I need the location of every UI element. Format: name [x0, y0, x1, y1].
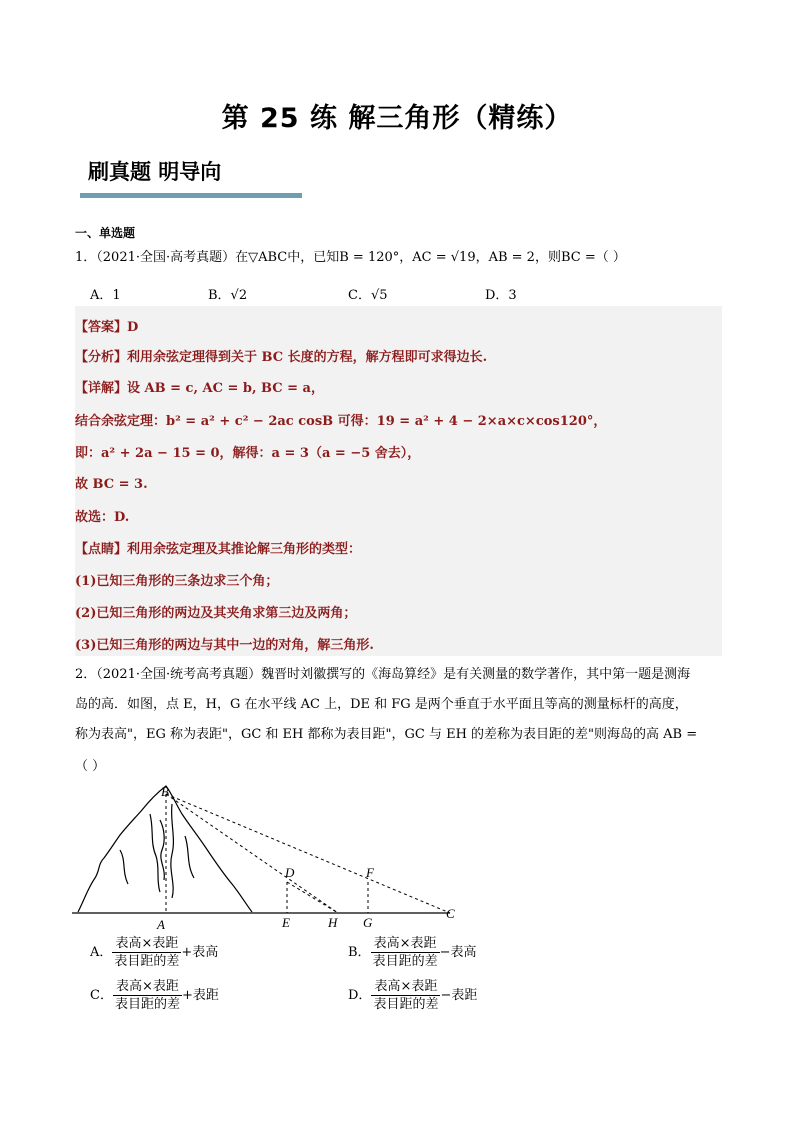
mountain-ridge-5 [185, 836, 194, 878]
fraction-numerator: 表高×表距 [371, 935, 440, 953]
q1-option-b: B．√2 [208, 288, 248, 303]
question-2-line-4: （ ） [75, 759, 106, 774]
solution-tip: 【点睛】利用余弦定理及其推论解三角形的类型： [75, 542, 362, 557]
solution-step-3: 故 BC = 3. [75, 477, 148, 492]
q1-option-d: D．3 [485, 288, 517, 303]
question-2-line-1: 2．（2021·全国·统考高考真题）魏晋时刘徽撰写的《海岛算经》是有关测量的数学著作，其中第一题是测海 [75, 667, 691, 682]
q2-option-a-suffix: +表高 [181, 945, 219, 960]
q2-option-a-fraction [112, 935, 181, 970]
question-2-line-3: 称为表高"，EG 称为表距"，GC 和 EH 都称为表目距"，GC 与 EH 的差称为表目距的差"则海岛的高 AB = [75, 727, 698, 742]
label-e: E [282, 915, 290, 930]
label-b: B [161, 784, 169, 799]
question-2-line-2: 岛的高．如图，点 E，H，G 在水平线 AC 上，DE 和 FG 是两个垂直于水平面且等高的测量标杆的高度， [75, 697, 688, 712]
q2-option-a-letter: A． [90, 945, 113, 960]
fraction-numerator: 表高×表距 [113, 978, 182, 996]
q2-option-b [348, 935, 476, 970]
q2-option-d-fraction [371, 978, 440, 1013]
solution-step-2: 即：a² + 2a − 15 = 0，解得：a = 3（a = −5 舍去）， [75, 446, 421, 461]
solution-tip-3: (3)已知三角形的两边与其中一边的对角，解三角形. [75, 638, 374, 653]
q1-option-a: A．1 [90, 288, 121, 303]
solution-answer: 【答案】D [75, 320, 139, 335]
label-c: C [446, 906, 455, 921]
label-a: A [157, 917, 165, 930]
fraction-numerator: 表高×表距 [371, 978, 440, 996]
mountain-ridge-1 [150, 814, 160, 892]
label-h: H [328, 915, 338, 930]
solution-tip-2: (2)已知三角形的两边及其夹角求第三边及两角； [75, 606, 357, 621]
q2-option-c-letter: C． [90, 988, 113, 1003]
sight-d-h [287, 882, 338, 913]
mountain-outline [78, 786, 252, 912]
page-title: 第 25 练 解三角形（精练） [221, 103, 573, 134]
solution-analysis: 【分析】利用余弦定理得到关于 BC 长度的方程，解方程即可求得边长. [75, 350, 488, 365]
q2-option-a [90, 935, 218, 970]
solution-choose: 故选：D. [75, 510, 130, 525]
mountain-ridge-2 [171, 804, 174, 898]
fraction-denominator: 表目距的差 [373, 997, 439, 1012]
q2-option-c-suffix: +表距 [181, 988, 219, 1003]
q2-option-b-letter: B． [348, 945, 371, 960]
sight-b-h [166, 794, 338, 913]
fraction-denominator: 表目距的差 [114, 997, 180, 1012]
label-d: D [285, 865, 295, 880]
q2-option-b-suffix: −表高 [439, 945, 477, 960]
q2-option-c-fraction [113, 978, 182, 1013]
section-heading: 刷真题 明导向 [88, 160, 222, 184]
q2-option-b-fraction [371, 935, 440, 970]
q2-option-d-suffix: −表距 [440, 988, 478, 1003]
q1-option-c: C．√5 [348, 288, 388, 303]
mountain-ridge-3 [160, 820, 164, 880]
q2-option-d [348, 978, 477, 1013]
fraction-denominator: 表目距的差 [114, 954, 180, 969]
q2-option-d-letter: D． [348, 988, 372, 1003]
island-figure [0, 780, 794, 930]
part-heading: 一、单选题 [75, 226, 136, 240]
q2-option-c [90, 978, 219, 1013]
mountain-ridge-4 [120, 850, 128, 884]
solution-tip-1: (1)已知三角形的三条边求三个角； [75, 574, 279, 589]
label-f: F [366, 865, 374, 880]
section-underline [80, 193, 302, 198]
solution-step-1: 结合余弦定理：b² = a² + c² − 2ac cosB 可得：19 = a² + 4 − 2×a×c×cos120°， [75, 414, 607, 429]
fraction-denominator: 表目距的差 [372, 954, 438, 969]
fraction-numerator: 表高×表距 [112, 935, 181, 953]
solution-detail: 【详解】设 AB = c, AC = b, BC = a， [75, 381, 324, 396]
question-1-text: 1．（2021·全国·高考真题）在▽ABC中，已知B = 120°，AC = √19，AB = 2，则BC =（ ） [75, 250, 626, 265]
label-g: G [363, 915, 373, 930]
